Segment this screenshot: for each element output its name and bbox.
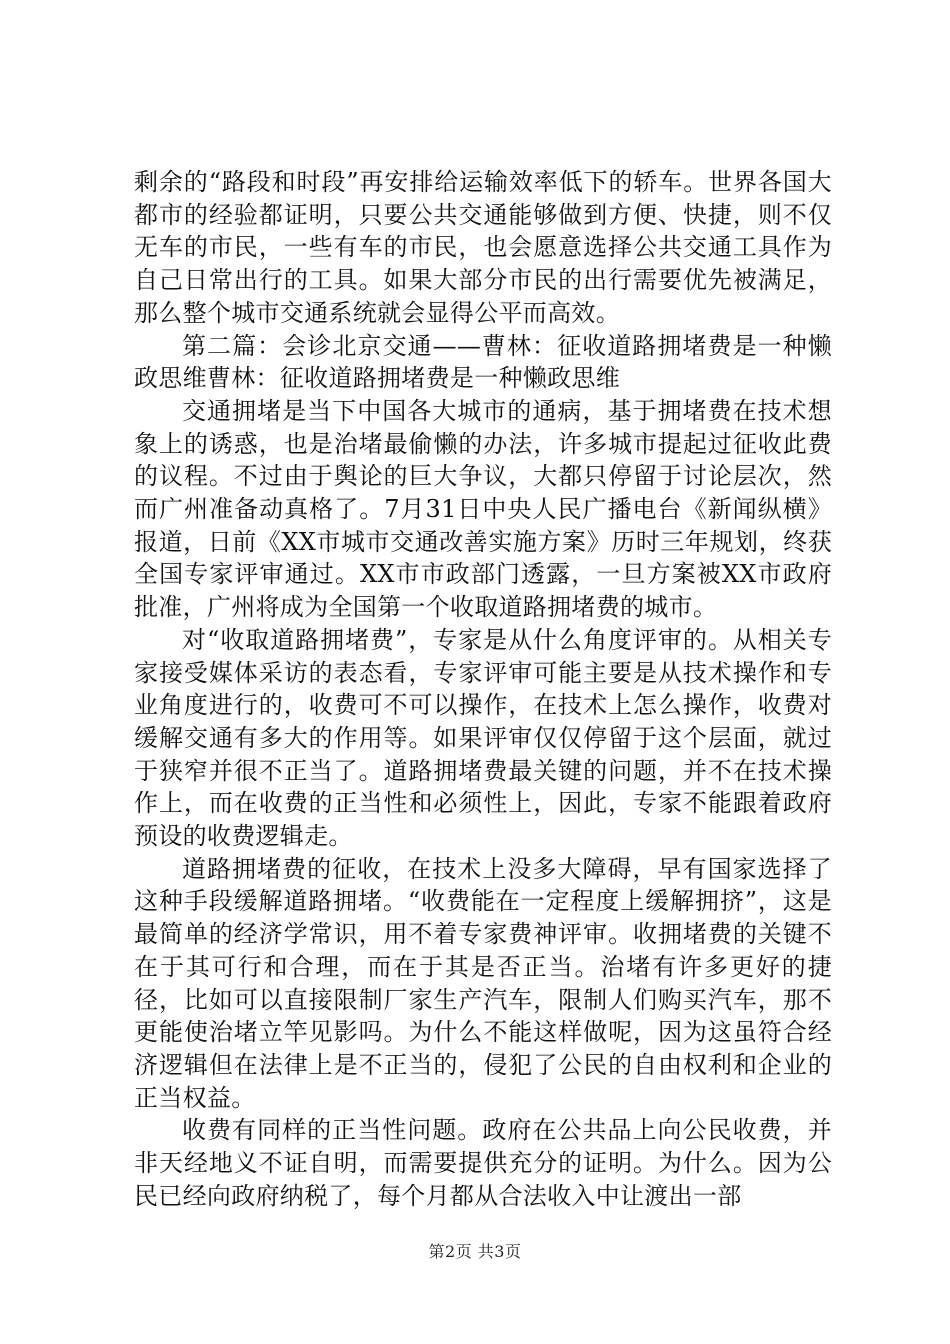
paragraph-continuation: 剩余的“路段和时段”再安排给运输效率低下的轿车。世界各国大都市的经验都证明，只要公共交通能够做到方便、快捷，则不仅无车的市民，一些有车的市民，也会愿意选择公共交通工具作为自己日常出行的工具。如果大部分市民的出行需要优先被满足，那么整个城市交通系统就会显得公平而高效。	[134, 168, 832, 327]
paragraph-section-heading: 第二篇：会诊北京交通——曹林：征收道路拥堵费是一种懒政思维曹林：征收道路拥堵费是一种懒政思维	[134, 331, 832, 393]
paragraph-legitimacy: 收费有同样的正当性问题。政府在公共品上向公民收费，并非天经地义不证自明，而需要提供充分的证明。为什么。因为公民已经向政府纳税了，每个月都从合法收入中让渡出一部	[134, 1116, 832, 1210]
paragraph-congestion-intro: 交通拥堵是当下中国各大城市的通病，基于拥堵费在技术想象上的诱惑，也是治堵最偷懒的办法，许多城市提起过征收此费的议程。不过由于舆论的巨大争议，大都只停留于讨论层次，然而广州准备动真格了。7月31日中央人民广播电台《新闻纵横》报道，日前《XX市城市交通改善实施方案》历时三年规划，终获全国专家评审通过。XX市市政部门透露，一旦方案被XX市政府批准，广州将成为全国第一个收取道路拥堵费的城市。	[134, 396, 832, 622]
paragraph-fee-collection: 道路拥堵费的征收，在技术上没多大障碍，早有国家选择了这种手段缓解道路拥堵。“收费能在一定程度上缓解拥挤”，这是最简单的经济学常识，用不着专家费神评审。收拥堵费的关键不在于其可行和合理，而在于其是否正当。治堵有许多更好的捷径，比如可以直接限制厂家生产汽车，限制人们购买汽车，那不更能使治堵立竿见影吗。为什么不能这样做呢，因为这虽符合经济逻辑但在法律上是不正当的，侵犯了公民的自由权利和企业的正当权益。	[134, 854, 832, 1112]
document-body	[134, 166, 832, 1213]
page-number-footer: 第2页 共3页	[428, 1242, 522, 1261]
paragraph-expert-review: 对“收取道路拥堵费”，专家是从什么角度评审的。从相关专家接受媒体采访的表态看，专家评审可能主要是从技术操作和专业角度进行的，收费可不可以操作，在技术上怎么操作，收费对缓解交通有多大的作用等。如果评审仅仅停留于这个层面，就过于狭窄并很不正当了。道路拥堵费最关键的问题，并不在技术操作上，而在收费的正当性和必须性上，因此，专家不能跟着政府预设的收费逻辑走。	[134, 625, 832, 851]
